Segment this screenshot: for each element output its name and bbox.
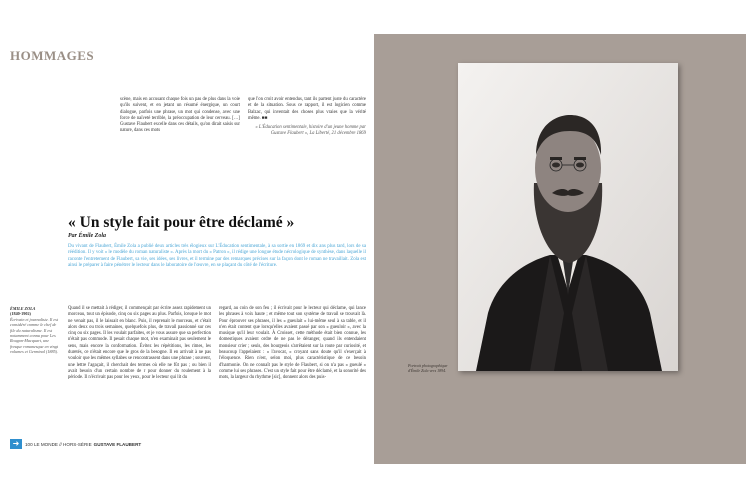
body-column-1 <box>68 306 211 382</box>
continued-text-1: scène, mais en accusant chaque fois un pas de plus dans la voie qu'ils suivent, et en jetant un résumé énergique, un court dialogue, parfois une phrase, un mot qui condense, avec une force de naïveté terrible, la préoccupation de leur cerveau. […] Gustave Flaubert excelle dans ces détails, qu'on dirait saisis sur nature, dans ces mots <box>120 97 240 134</box>
continued-text-2: que l'on croit avoir entendus, tant ils partent juste du caractère et de la situation. Sous ce rapport, il est logicien comme Balzac, qui inventait des choses plus vraies que la vérité même. ■■ <box>248 97 366 121</box>
zola-portrait-photo <box>458 63 678 371</box>
source-citation: « L'Éducation sentimentale, histoire d'un jeune homme par Gustave Flaubert », La Liberté, 21 décembre 1869 <box>255 125 366 137</box>
author-dates: (1840-1902) <box>10 311 31 317</box>
author-name: ÉMILE ZOLA <box>10 306 36 311</box>
arrow-right-icon: ➜ <box>10 439 22 449</box>
page-number: 100 <box>25 441 33 447</box>
section-title: HOMMAGES <box>10 48 95 63</box>
body-text-2: regard, au coin de son feu ; il écrivait pour le lecteur qui déclame, qui lance les phrases à voix haute ; et même tout son système de travail se trouvait là. Pour éprouver ses phrases, il les « gueulait » lui-même seul à sa table, et il n'en était content que lorsqu'elles avaient passé par son « gueuloir », avec la musique qu'il leur voulait. À Croisset, cette méthode était bien connue, les domestiques avaient ordre de ne pas le déranger, quand ils entendaient monsieur crier ; seuls, des bourgeois s'arrêtaient sur la route par curiosité, et beaucoup l'appelaient : « l'avocat, » croyant sans doute qu'il s'exerçait à l'éloquence. Rien n'est, selon moi, plus caractéristique de ce besoin d'harmonie. On ne connaît pas le style de Flaubert, si on n'a pas « gueulé » comme lui ses phrases. C'est un style fait pour être déclamé, et la sonorité des mots, la largeur du rhythme [sic], donnent alors des puis- <box>219 306 366 381</box>
continued-column-2 <box>248 97 366 138</box>
author-sidebar <box>10 306 62 355</box>
article-byline: Par Émile Zola <box>68 233 106 239</box>
continued-column-1 <box>120 97 240 135</box>
article-lead: Du vivant de Flaubert, Émile Zola a publié deux articles très élogieux sur L'Éducation sentimentale, à sa sortie en 1869 et dix ans plus tard, lors de sa réédition. Il y voit « le modèle du roman naturaliste ». Après la mort du « Patron », il rédige une longue étude nécrologique de synthèse, dans laquelle il raconte l'entretement de Flaubert, sa vie, ses idées, ses livres, et il termine par des remarques précises sur la façon dont le roman ne travaillait. Zola est ainsi le préparer à faire pénétrer le lecteur dans le laboratoire de l'œuvre, en se plaçant du côté de l'écriture. <box>68 244 366 268</box>
bottom-margin <box>0 464 746 500</box>
body-text-1: Quand il se mettait à rédiger, il commençait par écrire assez rapidement un morceau, tout un épisode, cinq ou six pages au plus. Parfois, lorsque le mot ne venait pas, il le laissait en blanc. Puis, il reprenait le morceau, et c'était alors deux ou trois semaines, quelquefois plus, de travail passionné sur ces cinq ou six pages. Il les voulait parfaites, et je vous assure que sa perfection n'était pas commode. Il pesait chaque mot, n'en examinait pas seulement le sens, mais encore la conformation. Évitez les répétitions, les rimes, les duretés, ce n'était encore que le gros de la besogne. Il en arrivait à ne pas vouloir que les mêmes syllabes se rencontrassent dans une phrase ; souvent, une lettre l'agaçait, il cherchait des termes où elle ne fût pas ; ou bien il avait besoin d'un certain nombre de r pour donner du roulement à la période. Il n'écrivait pas pour les yeux, pour le lecteur qui lit du <box>68 306 211 381</box>
footer-subject: GUSTAVE FLAUBERT <box>93 441 142 447</box>
page-footer <box>10 439 141 449</box>
left-page <box>0 34 374 464</box>
article-headline: « Un style fait pour être déclamé » <box>68 214 295 231</box>
portrait-image <box>458 63 678 371</box>
body-column-2 <box>219 306 366 382</box>
top-margin <box>0 0 746 34</box>
photo-caption: Portrait photographique d'Émile Zola vers 1894. <box>408 363 448 373</box>
author-bio: Écrivain et journaliste. Il est considéré comme le chef de file du naturalisme. Il est notamment connu pour Les Rougon-Macquart, une fresque romanesque en vingt volumes et Germinal (1885). <box>10 316 59 355</box>
publication-name: LE MONDE // HORS-SÉRIE <box>33 441 92 447</box>
